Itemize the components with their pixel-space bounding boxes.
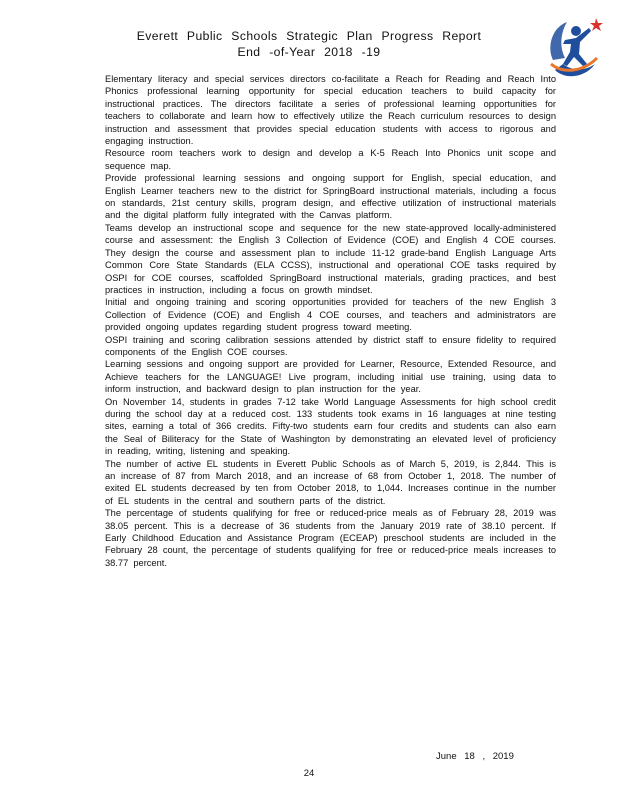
list-item [78, 396, 556, 458]
list-item [78, 507, 556, 569]
report-body [78, 73, 556, 569]
list-item-text: Learning sessions and ongoing support are provided for Learner, Resource, Extended Resource, and Achieve teachers for the LANGUAGE! Live program, including initial use training, using data to inform instruction, and backward design to plan instruction for the year. [105, 359, 556, 395]
list-item-text: The number of active EL students in Everett Public Schools as of March 5, 2019, is 2,844. This is an increase of 87 from March 2018, and an increase of 68 from October 1, 2018. The number of exited EL students decreased by ten from October 2018, to 1,044. Increases continue in the number of EL students in the central and southern parts of the district. [105, 458, 556, 506]
list-item [78, 458, 556, 508]
list-item [78, 172, 556, 222]
list-item-text: OSPI training and scoring calibration sessions attended by district staff to ensure fidelity to required components of the English COE courses. [105, 334, 556, 357]
list-item-text: Elementary literacy and special services directors co-facilitate a Reach for Reading and Reach Into Phonics professional learning opportunity for special education teachers to build capacity for instructional practices. The directors facilitate a series of professional learning opportunities for teachers to collaborate and learn how to effectively utilize the Reach curriculum resources to design instruction and assessment that provides special education students with access to rigorous and engaging instruction. [105, 74, 556, 147]
list-item [78, 334, 556, 359]
list-item [78, 73, 556, 147]
list-item [78, 222, 556, 296]
list-item-text: On November 14, students in grades 7-12 take World Language Assessments for high school credit during the school day at a reduced cost. 133 students took exams in 16 languages at nine testing sites, earning a total of 366 credits. Fifty-two students earn four credits and students can also earn the Seal of Biliteracy for the State of Washington by demonstrating an elevated level of proficiency in reading, writing, listening and speaking. [105, 396, 556, 457]
list-item-text: Teams develop an instructional scope and sequence for the new state-approved locally-administered course and assessment: the English 3 Collection of Evidence (COE) and English 4 COE courses. They design the course and assessment plan to include 11-12 grade-band English Language Arts Common Core State Standards (ELA CCSS), instructional and operational COE tasks required by OSPI for COE courses, scaffolded SpringBoard instructional materials, grading practices, and best practices in instruction, including a focus on growth mindset. [105, 222, 556, 295]
list-item-text: The percentage of students qualifying for free or reduced-price meals as of February 28, 2019 was 38.05 percent. This is a decrease of 36 students from the January 2019 rate of 38.10 percent. If Early Childhood Education and Assistance Program (ECEAP) preschool students are included in the February 28 count, the percentage of students qualifying for free or reduced-price meals increases to 38.77 percent. [105, 508, 556, 568]
title-line-2: End -of-Year 2018 -19 [237, 45, 381, 59]
report-title [0, 28, 618, 60]
list-item-text: Initial and ongoing training and scoring opportunities provided for teachers of the new English 3 Collection of Evidence (COE) and English 4 COE courses, and teachers and administrators are provided ongoing updates regarding student progress toward meeting. [105, 297, 556, 333]
report-date: June 18 , 2019 [436, 751, 514, 762]
list-item [78, 296, 556, 333]
list-item [78, 358, 556, 395]
list-item-text: Provide professional learning sessions and ongoing support for English, special education, and English Learner teachers new to the district for SpringBoard instructional materials, including a focus on standards, 21st century skills, program design, and effective utilization of instructional materials and the digital platform fully integrated with the Canvas platform. [105, 173, 556, 221]
title-line-1: Everett Public Schools Strategic Plan Progress Report [136, 29, 482, 43]
page-number: 24 [303, 768, 315, 779]
list-item [78, 147, 556, 172]
list-item-text: Resource room teachers work to design and develop a K-5 Reach Into Phonics unit scope and sequence map. [105, 148, 556, 171]
